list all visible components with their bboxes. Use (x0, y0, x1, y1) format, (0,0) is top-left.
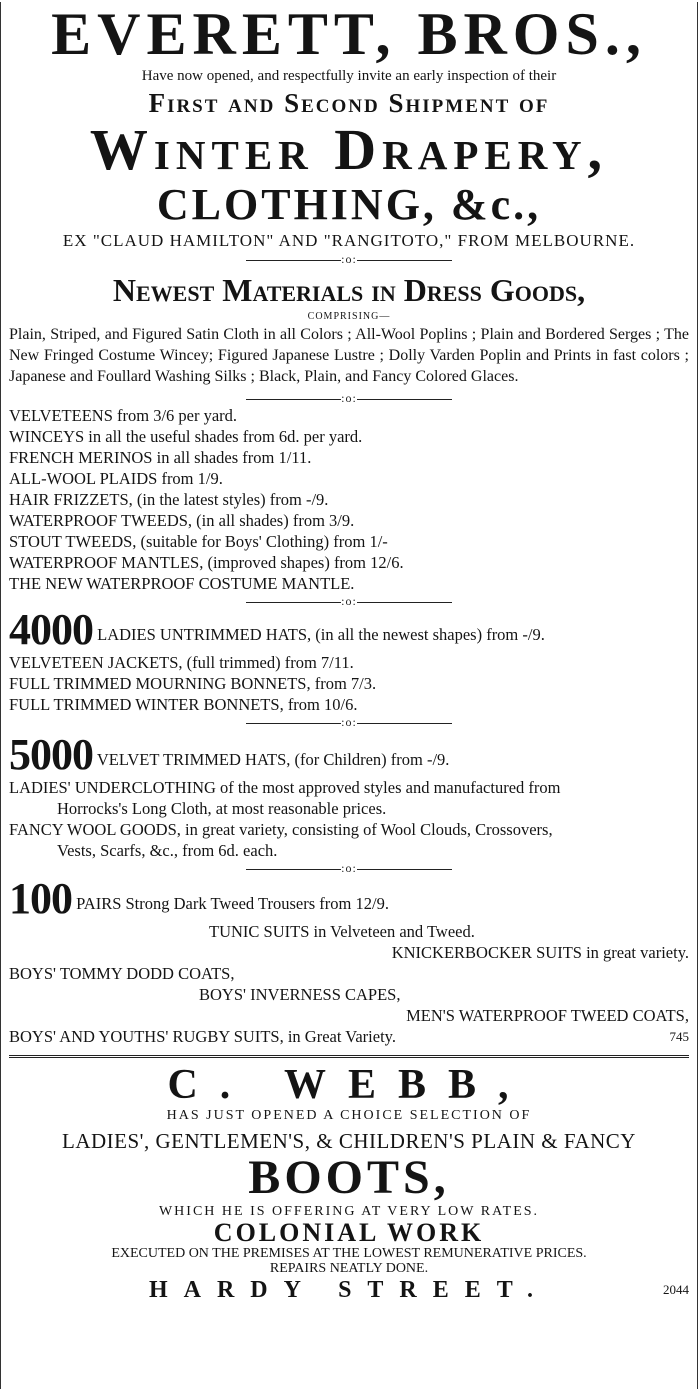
divider: :o: (9, 391, 689, 405)
tommy-dodd-line: BOYS' TOMMY DODD COATS, (9, 964, 235, 983)
list-item: WATERPROOF TWEEDS, (in all shades) from 3/9. (9, 511, 355, 530)
executed-line: EXECUTED ON THE PREMISES AT THE LOWEST REMUNERATIVE PRICES. (111, 1246, 587, 1261)
underclothing-line-2: Horrocks's Long Cloth, at most reasonable prices. (57, 799, 387, 818)
list-item: VELVETEENS from 3/6 per yard. (9, 406, 238, 425)
list-item: FRENCH MERINOS in all shades from 1/11. (9, 448, 312, 467)
street-row (9, 1276, 689, 1304)
webb-rates-line: WHICH HE IS OFFERING AT VERY LOW RATES. (158, 1204, 540, 1219)
pairs-text: PAIRS Strong Dark Tweed Trousers from 12/9. (76, 894, 389, 913)
everett-masthead: EVERETT, BROS., (51, 1, 647, 67)
tunic-line: TUNIC SUITS in Velveteen and Tweed. (209, 922, 475, 941)
list-item: HAIR FRIZZETS, (in the latest styles) from -/9. (9, 490, 329, 509)
items-list-2 (9, 652, 689, 715)
winter-drapery-heading: Winter Drapery, (89, 117, 609, 182)
intro-line: Have now opened, and respectfully invite an early inspection of their (141, 68, 557, 84)
webb-opened-line: HAS JUST OPENED A CHOICE SELECTION OF (166, 1108, 532, 1123)
hardy-street: HARDY STREET. (148, 1277, 550, 1303)
hats-number: 4000 (9, 605, 93, 654)
list-item: STOUT TWEEDS, (suitable for Boys' Clothing) from 1/- (9, 532, 388, 551)
divider: :o: (9, 252, 689, 266)
ships-line: EX "CLAUD HAMILTON" AND "RANGITOTO," FROM MELBOURNE. (62, 231, 636, 250)
list-item: FULL TRIMMED MOURNING BONNETS, from 7/3. (9, 674, 377, 693)
inverness-line: BOYS' INVERNESS CAPES, (199, 985, 401, 1004)
list-item: VELVETEEN JACKETS, (full trimmed) from 7/11. (9, 653, 354, 672)
ad-separator (9, 1055, 689, 1058)
clothing-heading: CLOTHING, &c., (156, 180, 542, 229)
divider: :o: (9, 594, 689, 608)
webb-ladies-line: LADIES', GENTLEMEN'S, & CHILDREN'S PLAIN & FANCY (62, 1129, 636, 1153)
mens-coats-line: MEN'S WATERPROOF TWEED COATS, (406, 1006, 689, 1025)
dress-goods-list: Plain, Striped, and Figured Satin Cloth in all Colors ; All-Wool Poplins ; Plain and Bordered Serges ; The New Fringed Costume Wincey; Figured Japanese Lustre ; Dolly Varden Poplin and Prints in fast colors ; Japanese and Foullard Washing Silks ; Black, Plain, and Fancy Colored Glaces. (9, 326, 689, 385)
shipment-heading: First and Second Shipment of (148, 88, 550, 118)
list-item: WINCEYS in all the useful shades from 6d. per yard. (9, 427, 363, 446)
boots-heading: BOOTS, (248, 1151, 450, 1204)
fancy-wool-line-2: Vests, Scarfs, &c., from 6d. each. (57, 841, 278, 860)
fancy-wool-line-1: FANCY WOOL GOODS, in great variety, consisting of Wool Clouds, Crossovers, (9, 820, 553, 839)
velvet-text: VELVET TRIMMED HATS, (for Children) from -/9. (96, 750, 450, 769)
colonial-work-heading: COLONIAL WORK (213, 1218, 485, 1247)
rugby-text: BOYS' AND YOUTHS' RUGBY SUITS, in Great Variety. (9, 1027, 396, 1046)
list-item: FULL TRIMMED WINTER BONNETS, from 10/6. (9, 695, 358, 714)
list-item: ALL-WOOL PLAIDS from 1/9. (9, 469, 223, 488)
velvet-number: 5000 (9, 730, 93, 779)
repairs-line: REPAIRS NEATLY DONE. (269, 1261, 429, 1276)
knickerbocker-line: KNICKERBOCKER SUITS in great variety. (391, 943, 689, 962)
items-list-1 (9, 405, 689, 594)
hats-text: LADIES UNTRIMMED HATS, (in all the newest shapes) from -/9. (97, 625, 545, 644)
velvet-hats-line (9, 730, 689, 779)
ad-number: 745 (669, 1029, 689, 1044)
newest-materials-heading: Newest Materials in Dress Goods, (112, 272, 586, 308)
trousers-line (9, 874, 689, 923)
rugby-line (9, 1026, 689, 1047)
pairs-number: 100 (9, 874, 72, 923)
list-item: WATERPROOF MANTLES, (improved shapes) from 12/6. (9, 553, 404, 572)
newspaper-page (0, 2, 698, 1389)
list-item: THE NEW WATERPROOF COSTUME MANTLE. (9, 574, 355, 593)
webb-masthead: C. WEBB, (167, 1062, 531, 1108)
comprising-label: COMPRISING— (307, 311, 391, 322)
webb-ad-number: 2044 (663, 1282, 689, 1297)
underclothing-line-1: LADIES' UNDERCLOTHING of the most approved styles and manufactured from (9, 778, 561, 797)
divider: :o: (9, 861, 689, 875)
hats-line (9, 605, 689, 654)
divider: :o: (9, 715, 689, 729)
